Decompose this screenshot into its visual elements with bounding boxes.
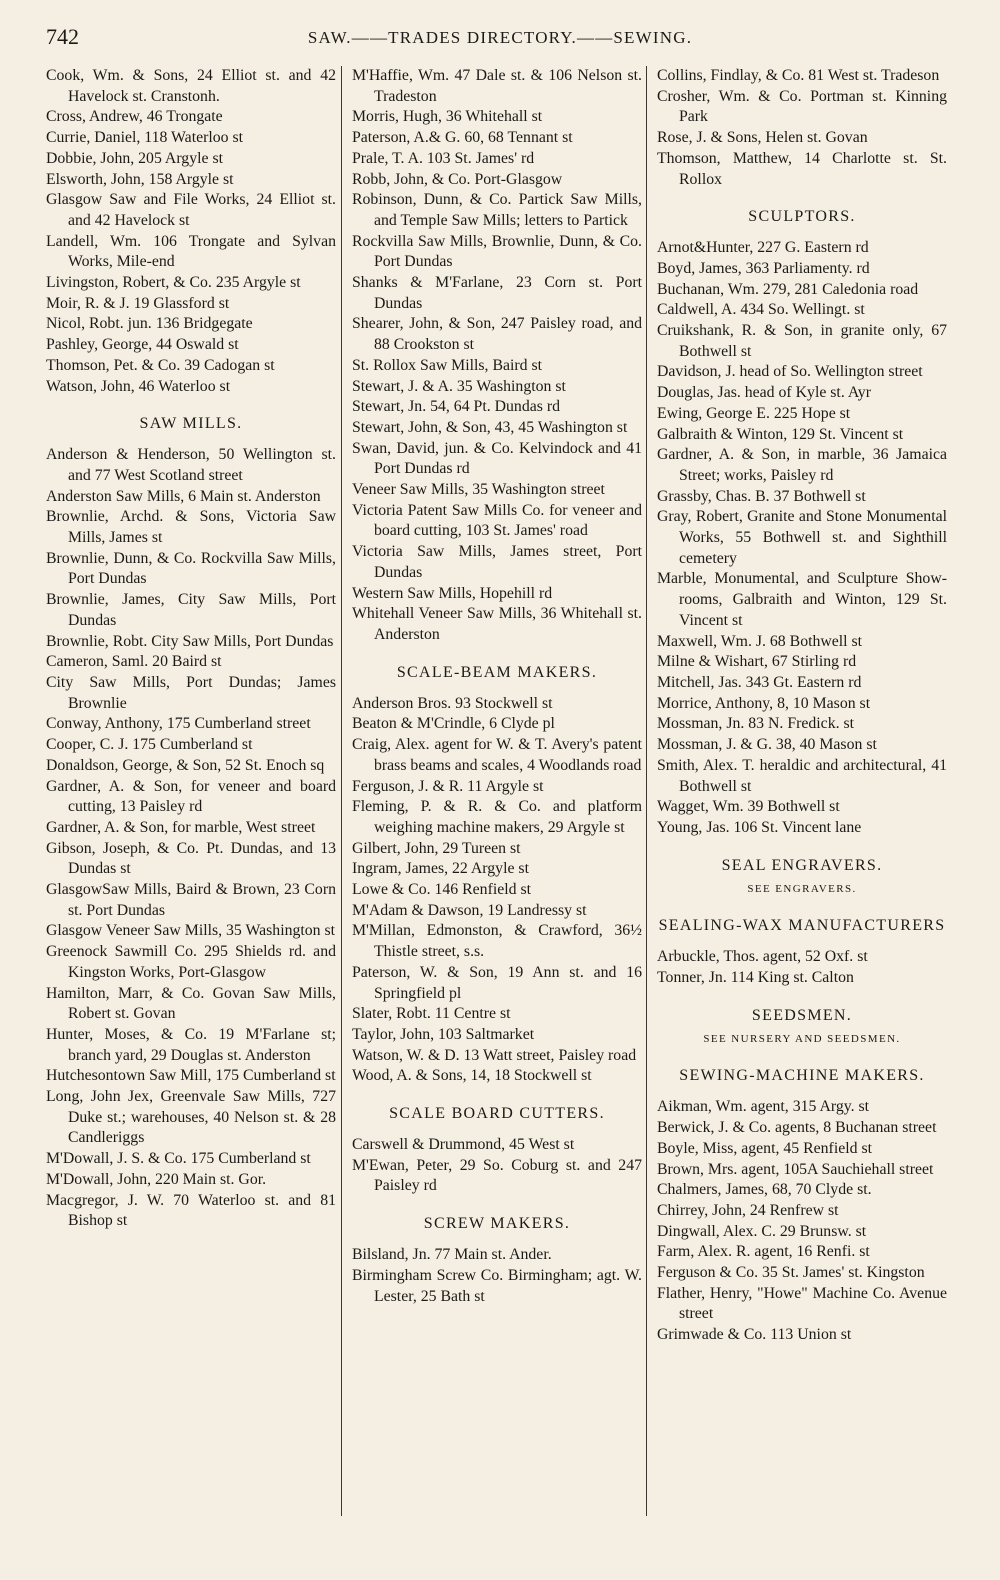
directory-entry: M'Dowall, J. S. & Co. 175 Cumberland st <box>46 1150 311 1168</box>
directory-entry: Swan, David, jun. & Co. Kelvindock and 41 Port Dundas rd <box>352 439 642 478</box>
directory-entry: Douglas, Jas. head of Kyle st. Ayr <box>657 384 871 402</box>
section-heading: SCALE-BEAM MAKERS. <box>396 663 598 681</box>
directory-entry: Slater, Robt. 11 Centre st <box>352 1005 511 1023</box>
page-number: 742 <box>46 24 79 49</box>
directory-entry: M'Dowall, John, 220 Main st. Gor. <box>46 1170 267 1188</box>
directory-entry: Brownlie, Archd. & Sons, Victoria Saw Mills, James st <box>46 508 336 547</box>
directory-entry: Dingwall, Alex. C. 29 Brunsw. st <box>657 1222 867 1240</box>
directory-entry: Watson, W. & D. 13 Watt street, Paisley road <box>352 1046 637 1064</box>
directory-entry: Wagget, Wm. 39 Bothwell st <box>657 798 840 816</box>
directory-entry: Donaldson, George, & Son, 52 St. Enoch sq <box>46 756 325 774</box>
directory-entry: Cook, Wm. & Sons, 24 Elliot st. and 42 Havelock st. Cranstonh. <box>46 67 336 105</box>
directory-entry: Beaton & M'Crindle, 6 Clyde pl <box>352 715 555 733</box>
directory-entry: Prale, T. A. 103 St. James' rd <box>352 149 535 167</box>
column-divider-left <box>341 66 342 1516</box>
column-2 <box>352 66 642 1307</box>
directory-entry: Watson, John, 46 Waterloo st <box>46 377 231 395</box>
directory-entry: Brownlie, Dunn, & Co. Rockvilla Saw Mills, Port Dundas <box>46 549 336 588</box>
section-heading: SEALING-WAX MANUFACTURERS <box>658 917 946 935</box>
directory-entry: Birmingham Screw Co. Birmingham; agt. W. Lester, 25 Bath st <box>352 1266 642 1305</box>
directory-entry: Shanks & M'Farlane, 23 Corn st. Port Dundas <box>352 274 642 312</box>
directory-entry: Glasgow Veneer Saw Mills, 35 Washington st <box>46 922 336 940</box>
directory-entry: Carswell & Drummond, 45 West st <box>352 1136 575 1154</box>
directory-entry: Cooper, C. J. 175 Cumberland st <box>46 736 253 754</box>
directory-entry: Lowe & Co. 146 Renfield st <box>352 881 532 899</box>
directory-entry: Brown, Mrs. agent, 105A Sauchiehall street <box>657 1160 934 1178</box>
directory-entry: Galbraith & Winton, 129 St. Vincent st <box>657 425 904 443</box>
directory-entry: Morrice, Anthony, 8, 10 Mason st <box>657 694 871 712</box>
directory-entry: Milne & Wishart, 67 Stirling rd <box>657 653 857 671</box>
column-3 <box>657 66 947 1346</box>
section-heading: SCALE BOARD CUTTERS. <box>389 1105 605 1123</box>
directory-entry: Anderston Saw Mills, 6 Main st. Anderston <box>46 487 321 505</box>
directory-entry: Grassby, Chas. B. 37 Bothwell st <box>657 487 866 505</box>
directory-entry: GlasgowSaw Mills, Baird & Brown, 23 Corn st. Port Dundas <box>46 881 336 919</box>
directory-entry: Veneer Saw Mills, 35 Washington street <box>352 481 605 499</box>
directory-entry: City Saw Mills, Port Dundas; James Brownlie <box>46 673 336 712</box>
directory-entry: Western Saw Mills, Hopehill rd <box>352 584 553 602</box>
directory-entry: Caldwell, A. 434 So. Wellingt. st <box>657 301 865 319</box>
directory-entry: Gardner, A. & Son, for veneer and board cutting, 13 Paisley rd <box>46 777 336 816</box>
directory-entry: Moir, R. & J. 19 Glassford st <box>46 294 230 312</box>
directory-entry: Cross, Andrew, 46 Trongate <box>46 108 223 126</box>
directory-entry: Ferguson & Co. 35 St. James' st. Kingston <box>657 1264 925 1282</box>
directory-entry: Currie, Daniel, 118 Waterloo st <box>46 129 244 147</box>
directory-entry: Flather, Henry, "Howe" Machine Co. Avenue street <box>657 1284 947 1323</box>
directory-entry: Rose, J. & Sons, Helen st. Govan <box>657 129 868 147</box>
section-heading: SEWING-MACHINE MAKERS. <box>679 1067 925 1085</box>
directory-entry: Paterson, A.& G. 60, 68 Tennant st <box>352 129 573 147</box>
directory-entry: Morris, Hugh, 36 Whitehall st <box>352 108 543 126</box>
directory-entry: Hamilton, Marr, & Co. Govan Saw Mills, Robert st. Govan <box>46 984 336 1023</box>
directory-entry: St. Rollox Saw Mills, Baird st <box>352 356 543 374</box>
directory-entry: Hunter, Moses, & Co. 19 M'Farlane st; branch yard, 29 Douglas st. Anderston <box>46 1025 336 1064</box>
section-heading: SCULPTORS. <box>748 208 856 226</box>
directory-entry: Mitchell, Jas. 343 Gt. Eastern rd <box>657 673 862 691</box>
page-header <box>40 22 960 56</box>
directory-entry: Gilbert, John, 29 Tureen st <box>352 839 521 857</box>
directory-entry: Craig, Alex. agent for W. & T. Avery's patent brass beams and scales, 4 Woodlands road <box>352 736 642 774</box>
directory-entry: Livingston, Robert, & Co. 235 Argyle st <box>46 274 301 292</box>
directory-entry: Gray, Robert, Granite and Stone Monumental Works, 55 Bothwell st. and Sighthill cemetery <box>657 508 947 567</box>
directory-entry: Landell, Wm. 106 Trongate and Sylvan Works, Mile-end <box>46 232 336 271</box>
directory-entry: Boyle, Miss, agent, 45 Renfield st <box>657 1139 872 1157</box>
section-heading: SEEDSMEN. <box>751 1006 853 1024</box>
directory-entry: Mossman, J. & G. 38, 40 Mason st <box>657 736 877 754</box>
directory-entry: M'Millan, Edmonston, & Crawford, 36½ Thistle street, s.s. <box>352 922 642 961</box>
directory-entry: Victoria Saw Mills, James street, Port Dundas <box>352 543 642 581</box>
directory-entry: Tonner, Jn. 114 King st. Calton <box>657 969 854 987</box>
directory-entry: Ferguson, J. & R. 11 Argyle st <box>352 777 544 795</box>
running-title: SAW.——TRADES DIRECTORY.——SEWING. <box>307 28 693 47</box>
directory-entry: Whitehall Veneer Saw Mills, 36 Whitehall st. Anderston <box>352 605 642 643</box>
cross-reference: SEE NURSERY AND SEEDSMEN. <box>703 1032 901 1045</box>
directory-entry: Crosher, Wm. & Co. Portman st. Kinning Park <box>657 87 947 126</box>
directory-entry: Glasgow Saw and File Works, 24 Elliot st. and 42 Havelock st <box>46 191 336 229</box>
directory-entry: Thomson, Matthew, 14 Charlotte st. St. Rollox <box>657 149 947 188</box>
directory-entry: M'Adam & Dawson, 19 Landressy st <box>352 901 587 919</box>
directory-entry: Gardner, A. & Son, for marble, West street <box>46 818 316 836</box>
directory-entry: Davidson, J. head of So. Wellington street <box>657 363 923 381</box>
directory-entry: Young, Jas. 106 St. Vincent lane <box>657 818 862 836</box>
directory-entry: Ewing, George E. 225 Hope st <box>657 404 851 422</box>
directory-entry: Anderson Bros. 93 Stockwell st <box>352 694 553 712</box>
directory-entry: Dobbie, John, 205 Argyle st <box>46 149 223 167</box>
directory-entry: Robinson, Dunn, & Co. Partick Saw Mills, and Temple Saw Mills; letters to Partick <box>352 191 642 229</box>
directory-entry: Chirrey, John, 24 Renfrew st <box>657 1201 839 1219</box>
section-heading: SAW MILLS. <box>139 415 243 433</box>
directory-entry: Conway, Anthony, 175 Cumberland street <box>46 715 311 733</box>
directory-entry: Stewart, J. & A. 35 Washington st <box>352 377 566 395</box>
directory-entry: Paterson, W. & Son, 19 Ann st. and 16 Springfield pl <box>352 963 642 1002</box>
directory-entry: Victoria Patent Saw Mills Co. for veneer and board cutting, 103 St. James' road <box>352 501 642 540</box>
directory-entry: Cruikshank, R. & Son, in granite only, 67 Bothwell st <box>657 322 947 360</box>
directory-entry: Smith, Alex. T. heraldic and architectural, 41 Bothwell st <box>657 756 947 795</box>
directory-entry: Gardner, A. & Son, in marble, 36 Jamaica Street; works, Paisley rd <box>657 446 947 484</box>
directory-entry: Long, John Jex, Greenvale Saw Mills, 727 Duke st.; warehouses, 40 Nelson st. & 28 Candleriggs <box>46 1088 336 1147</box>
cross-reference: SEE ENGRAVERS. <box>747 882 857 895</box>
directory-entry: Nicol, Robt. jun. 136 Bridgegate <box>46 315 253 333</box>
directory-entry: Elsworth, John, 158 Argyle st <box>46 170 234 188</box>
directory-entry: Gibson, Joseph, & Co. Pt. Dundas, and 13 Dundas st <box>46 839 336 878</box>
directory-entry: Farm, Alex. R. agent, 16 Renfi. st <box>657 1243 870 1261</box>
directory-entry: Boyd, James, 363 Parliamenty. rd <box>657 259 870 277</box>
directory-entry: Shearer, John, & Son, 247 Paisley road, and 88 Crookston st <box>352 315 642 354</box>
directory-entry: Collins, Findlay, & Co. 81 West st. Tradeson <box>657 67 940 84</box>
directory-entry: M'Ewan, Peter, 29 So. Coburg st. and 247 Paisley rd <box>352 1156 642 1195</box>
directory-entry: Brownlie, Robt. City Saw Mills, Port Dundas <box>46 632 334 650</box>
column-divider-right <box>646 66 647 1516</box>
directory-entry: Bilsland, Jn. 77 Main st. Ander. <box>352 1246 552 1264</box>
section-heading: SEAL ENGRAVERS. <box>721 856 883 874</box>
directory-entry: Berwick, J. & Co. agents, 8 Buchanan street <box>657 1119 937 1137</box>
directory-entry: Stewart, Jn. 54, 64 Pt. Dundas rd <box>352 398 560 416</box>
directory-entry: Maxwell, Wm. J. 68 Bothwell st <box>657 632 863 650</box>
directory-entry: Thomson, Pet. & Co. 39 Cadogan st <box>46 356 275 374</box>
directory-entry: Stewart, John, & Son, 43, 45 Washington st <box>352 418 628 436</box>
directory-entry: Grimwade & Co. 113 Union st <box>657 1326 852 1344</box>
directory-entry: Robb, John, & Co. Port-Glasgow <box>352 170 563 188</box>
directory-entry: Chalmers, James, 68, 70 Clyde st. <box>657 1181 872 1199</box>
directory-entry: Cameron, Saml. 20 Baird st <box>46 653 222 671</box>
directory-entry: M'Haffie, Wm. 47 Dale st. & 106 Nelson st. Tradeston <box>352 67 642 105</box>
column-1 <box>46 66 336 1232</box>
directory-entry: Ingram, James, 22 Argyle st <box>352 860 529 878</box>
directory-entry: Taylor, John, 103 Saltmarket <box>352 1025 535 1043</box>
directory-entry: Mossman, Jn. 83 N. Fredick. st <box>657 715 855 733</box>
directory-entry: Anderson & Henderson, 50 Wellington st. and 77 West Scotland street <box>46 446 336 484</box>
directory-entry: Arbuckle, Thos. agent, 52 Oxf. st <box>657 948 868 966</box>
section-heading: SCREW MAKERS. <box>423 1215 571 1233</box>
directory-entry: Wood, A. & Sons, 14, 18 Stockwell st <box>352 1067 592 1085</box>
directory-entry: Brownlie, James, City Saw Mills, Port Dundas <box>46 591 336 629</box>
directory-entry: Arnot&Hunter, 227 G. Eastern rd <box>657 239 869 257</box>
directory-entry: Marble, Monumental, and Sculpture Show-rooms, Galbraith and Winton, 129 St. Vincent st <box>657 570 947 629</box>
directory-entry: Hutchesontown Saw Mill, 175 Cumberland st <box>46 1067 336 1085</box>
directory-entry: Aikman, Wm. agent, 315 Argy. st <box>657 1098 870 1116</box>
directory-entry: Macgregor, J. W. 70 Waterloo st. and 81 Bishop st <box>46 1191 336 1230</box>
directory-entry: Pashley, George, 44 Oswald st <box>46 336 239 354</box>
directory-entry: Greenock Sawmill Co. 295 Shields rd. and Kingston Works, Port-Glasgow <box>46 943 336 981</box>
directory-entry: Buchanan, Wm. 279, 281 Caledonia road <box>657 280 919 298</box>
directory-entry: Rockvilla Saw Mills, Brownlie, Dunn, & Co. Port Dundas <box>352 232 642 271</box>
directory-entry: Fleming, P. & R. & Co. and platform weighing machine makers, 29 Argyle st <box>352 798 642 836</box>
